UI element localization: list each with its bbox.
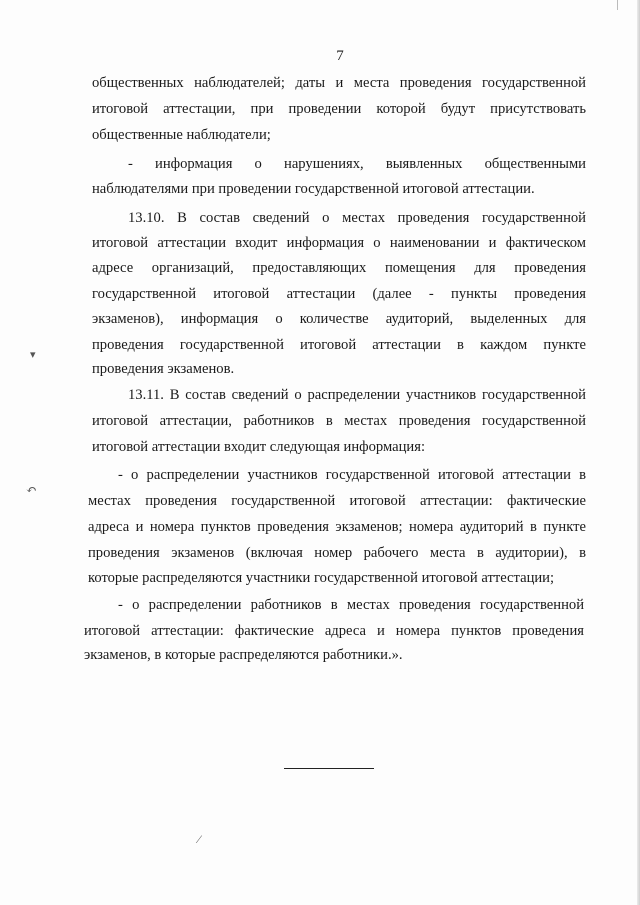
text-line: проведения государственной итоговой аттестации в каждом пункте: [92, 337, 586, 353]
closing-rule: [284, 768, 374, 769]
text-line: которые распределяются участники государственной итоговой аттестации;: [88, 570, 555, 586]
text-line: - о распределении работников в местах проведения государственной: [118, 597, 584, 613]
text-line: наблюдателями при проведении государственной итоговой аттестации.: [92, 181, 535, 197]
page-number: 7: [336, 48, 344, 64]
scan-speck: ▾: [30, 349, 36, 361]
text-line: экзаменов, в которые распределяются работники.».: [84, 647, 403, 663]
text-line: общественные наблюдатели;: [92, 127, 271, 143]
text-line: общественных наблюдателей; даты и места проведения государственной: [92, 75, 586, 91]
text-line: проведения экзаменов (включая номер рабочего места в аудитории), в: [88, 545, 586, 561]
text-line: итоговой аттестации входит информация о наименовании и фактическом: [92, 235, 586, 251]
text-line: экзаменов), информация о количестве аудиторий, выделенных для: [92, 311, 586, 327]
text-line: итоговой аттестации, при проведении которой будут присутствовать: [92, 101, 586, 117]
text-line: - информация о нарушениях, выявленных общественными: [128, 156, 586, 172]
text-line: адреса и номера пунктов проведения экзаменов; номера аудиторий в пункте: [88, 519, 586, 535]
text-line: 13.10. В состав сведений о местах проведения государственной: [128, 210, 586, 226]
text-line: государственной итоговой аттестации (далее - пункты проведения: [92, 286, 586, 302]
text-line: итоговой аттестации входит следующая информация:: [92, 439, 426, 455]
text-line: 13.11. В состав сведений о распределении участников государственной: [128, 387, 586, 403]
text-line: - о распределении участников государственной итоговой аттестации в: [118, 467, 586, 483]
page-edge-mark: [617, 0, 618, 10]
text-line: адресе организаций, предоставляющих помещения для проведения: [92, 260, 586, 276]
scan-speck: ⁄: [198, 832, 201, 846]
scan-speck: ↶: [26, 482, 37, 497]
text-line: проведения экзаменов.: [92, 361, 235, 377]
text-line: итоговой аттестации, работников в местах проведения государственной: [92, 413, 586, 429]
text-line: итоговой аттестации: фактические адреса и номера пунктов проведения: [84, 623, 584, 639]
text-line: местах проведения государственной итоговой аттестации: фактические: [88, 493, 586, 509]
